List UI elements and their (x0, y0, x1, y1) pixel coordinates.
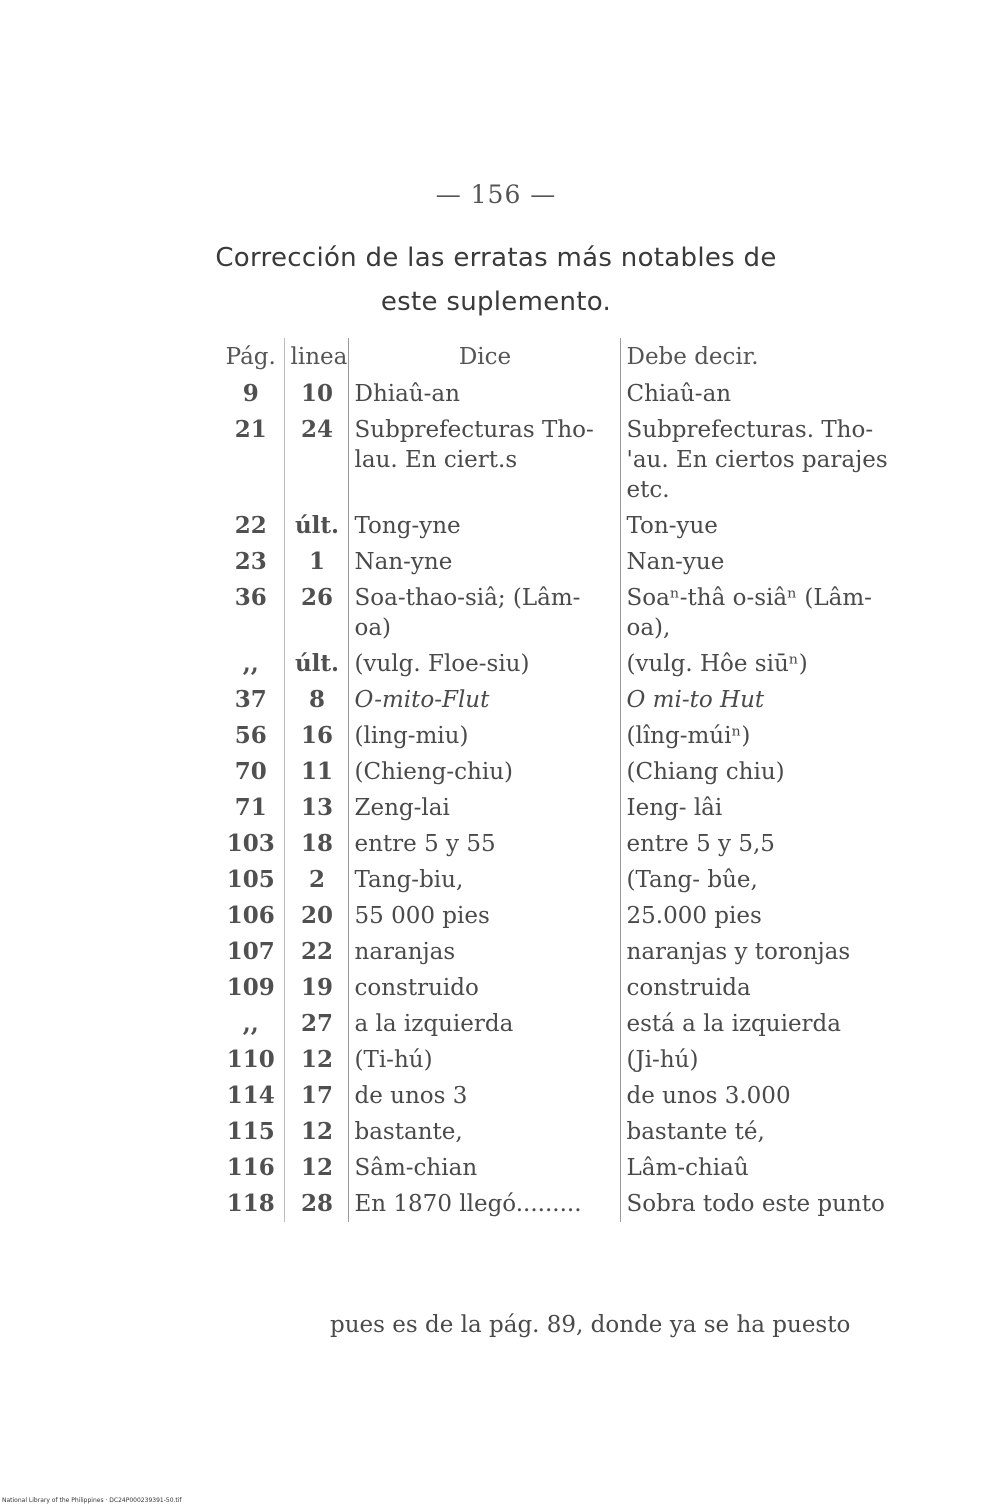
table-row (216, 754, 906, 790)
cell-dice: entre 5 y 55 (348, 826, 620, 862)
cell-pag: 114 (226, 1082, 275, 1109)
cell-dice: Sâm-chian (348, 1150, 620, 1186)
cell-dice: bastante, (348, 1114, 620, 1150)
cell-debe: Ton-yue (620, 508, 906, 544)
header-debe: Debe decir. (620, 338, 906, 376)
cell-linea: 13 (284, 790, 348, 826)
table-row (216, 544, 906, 580)
cell-linea: 28 (284, 1186, 348, 1222)
header-linea: linea (284, 338, 348, 376)
table-row (216, 412, 906, 508)
cell-debe: Sobra todo este punto (620, 1186, 906, 1222)
cell-debe: (Chiang chiu) (620, 754, 906, 790)
cell-debe: Ieng- lâi (620, 790, 906, 826)
table-row (216, 898, 906, 934)
table-row (216, 1150, 906, 1186)
cell-pag: ,, (242, 1010, 259, 1037)
table-row (216, 1042, 906, 1078)
cell-debe: Subprefecturas. Tho-'au. En ciertos parajes etc. (620, 412, 906, 508)
table-row (216, 682, 906, 718)
table-row (216, 1006, 906, 1042)
cell-pag: 105 (226, 866, 275, 893)
cell-linea: 2 (284, 862, 348, 898)
scan-footer: National Library of the Philippines · DC24P000239391-50.tif (2, 1497, 182, 1504)
cell-linea: 12 (284, 1114, 348, 1150)
cell-pag: 71 (234, 794, 267, 821)
cell-pag: 9 (242, 380, 259, 407)
cell-debe: Nan-yue (620, 544, 906, 580)
page-title (0, 236, 992, 324)
cell-dice: (vulg. Floe-siu) (348, 646, 620, 682)
cell-debe: (lîng-múiⁿ) (620, 718, 906, 754)
cell-dice: Tong-yne (348, 508, 620, 544)
cell-linea: últ. (284, 508, 348, 544)
table-row (216, 1186, 906, 1222)
cell-pag: ,, (242, 650, 259, 677)
table-row (216, 646, 906, 682)
cell-pag: 36 (234, 584, 267, 611)
header-dice: Dice (348, 338, 620, 376)
table-row (216, 790, 906, 826)
cell-linea: 12 (284, 1150, 348, 1186)
title-line-2: este suplemento. (380, 287, 612, 317)
cell-linea: 17 (284, 1078, 348, 1114)
table-row (216, 970, 906, 1006)
cell-dice: (ling-miu) (348, 718, 620, 754)
table-row (216, 934, 906, 970)
cell-dice: construido (348, 970, 620, 1006)
cell-pag: 106 (226, 902, 275, 929)
table-row (216, 1114, 906, 1150)
cell-linea: 22 (284, 934, 348, 970)
cell-dice: (Ti-hú) (348, 1042, 620, 1078)
errata-table (216, 338, 906, 1222)
cell-linea: 18 (284, 826, 348, 862)
cell-debe: 25.000 pies (620, 898, 906, 934)
cell-debe: bastante té, (620, 1114, 906, 1150)
cell-debe: O mi-to Hut (620, 682, 906, 718)
cell-pag: 23 (234, 548, 267, 575)
cell-debe: Chiaû-an (620, 376, 906, 412)
header-row (216, 338, 906, 376)
cell-debe: está a la izquierda (620, 1006, 906, 1042)
title-line-1: Corrección de las erratas más notables de (215, 243, 777, 273)
cell-debe: (Ji-hú) (620, 1042, 906, 1078)
cell-pag: 109 (226, 974, 275, 1001)
header-pag: Pág. (225, 344, 276, 370)
cell-debe: de unos 3.000 (620, 1078, 906, 1114)
cell-dice: Dhiaû-an (348, 376, 620, 412)
cell-debe: entre 5 y 5,5 (620, 826, 906, 862)
cell-dice: 55 000 pies (348, 898, 620, 934)
cell-pag: 70 (234, 758, 267, 785)
cell-pag: 115 (226, 1118, 275, 1145)
cell-pag: 21 (234, 416, 267, 443)
cell-linea: 26 (284, 580, 348, 646)
table-row (216, 376, 906, 412)
cell-debe: Lâm-chiaû (620, 1150, 906, 1186)
cell-pag: 118 (226, 1190, 275, 1217)
cell-debe: construida (620, 970, 906, 1006)
cell-linea: 20 (284, 898, 348, 934)
table-row (216, 718, 906, 754)
cell-pag: 107 (226, 938, 275, 965)
cell-dice: de unos 3 (348, 1078, 620, 1114)
cell-linea: 11 (284, 754, 348, 790)
cell-dice: Soa-thao-siâ; (Lâm-oa) (348, 580, 620, 646)
cell-pag: 22 (234, 512, 267, 539)
cell-dice: Nan-yne (348, 544, 620, 580)
cell-debe: (vulg. Hôe siūⁿ) (620, 646, 906, 682)
table-row (216, 862, 906, 898)
cell-pag: 56 (234, 722, 267, 749)
cell-pag: 37 (234, 686, 267, 713)
cell-dice: a la izquierda (348, 1006, 620, 1042)
cell-linea: 10 (284, 376, 348, 412)
errata-body (216, 376, 906, 1222)
cell-linea: 27 (284, 1006, 348, 1042)
continuation-text: pues es de la pág. 89, donde ya se ha puesto (330, 1312, 851, 1338)
cell-linea: 24 (284, 412, 348, 508)
cell-dice: Tang-biu, (348, 862, 620, 898)
cell-dice: naranjas (348, 934, 620, 970)
cell-linea: 1 (284, 544, 348, 580)
cell-linea: 12 (284, 1042, 348, 1078)
cell-dice: O-mito-Flut (348, 682, 620, 718)
cell-pag: 103 (226, 830, 275, 857)
cell-linea: últ. (284, 646, 348, 682)
cell-debe: naranjas y toronjas (620, 934, 906, 970)
table-row (216, 1078, 906, 1114)
table-row (216, 826, 906, 862)
cell-dice: (Chieng-chiu) (348, 754, 620, 790)
cell-linea: 19 (284, 970, 348, 1006)
cell-debe: (Tang- bûe, (620, 862, 906, 898)
cell-dice: Zeng-lai (348, 790, 620, 826)
cell-dice: Subprefecturas Tho-lau. En ciert.s (348, 412, 620, 508)
cell-linea: 16 (284, 718, 348, 754)
cell-linea: 8 (284, 682, 348, 718)
cell-pag: 116 (226, 1154, 275, 1181)
table-row (216, 508, 906, 544)
cell-debe: Soaⁿ-thâ o-siâⁿ (Lâm-oa), (620, 580, 906, 646)
cell-pag: 110 (226, 1046, 275, 1073)
cell-dice: En 1870 llegó......... (348, 1186, 620, 1222)
page-number: — 156 — (435, 180, 557, 209)
table-row (216, 580, 906, 646)
